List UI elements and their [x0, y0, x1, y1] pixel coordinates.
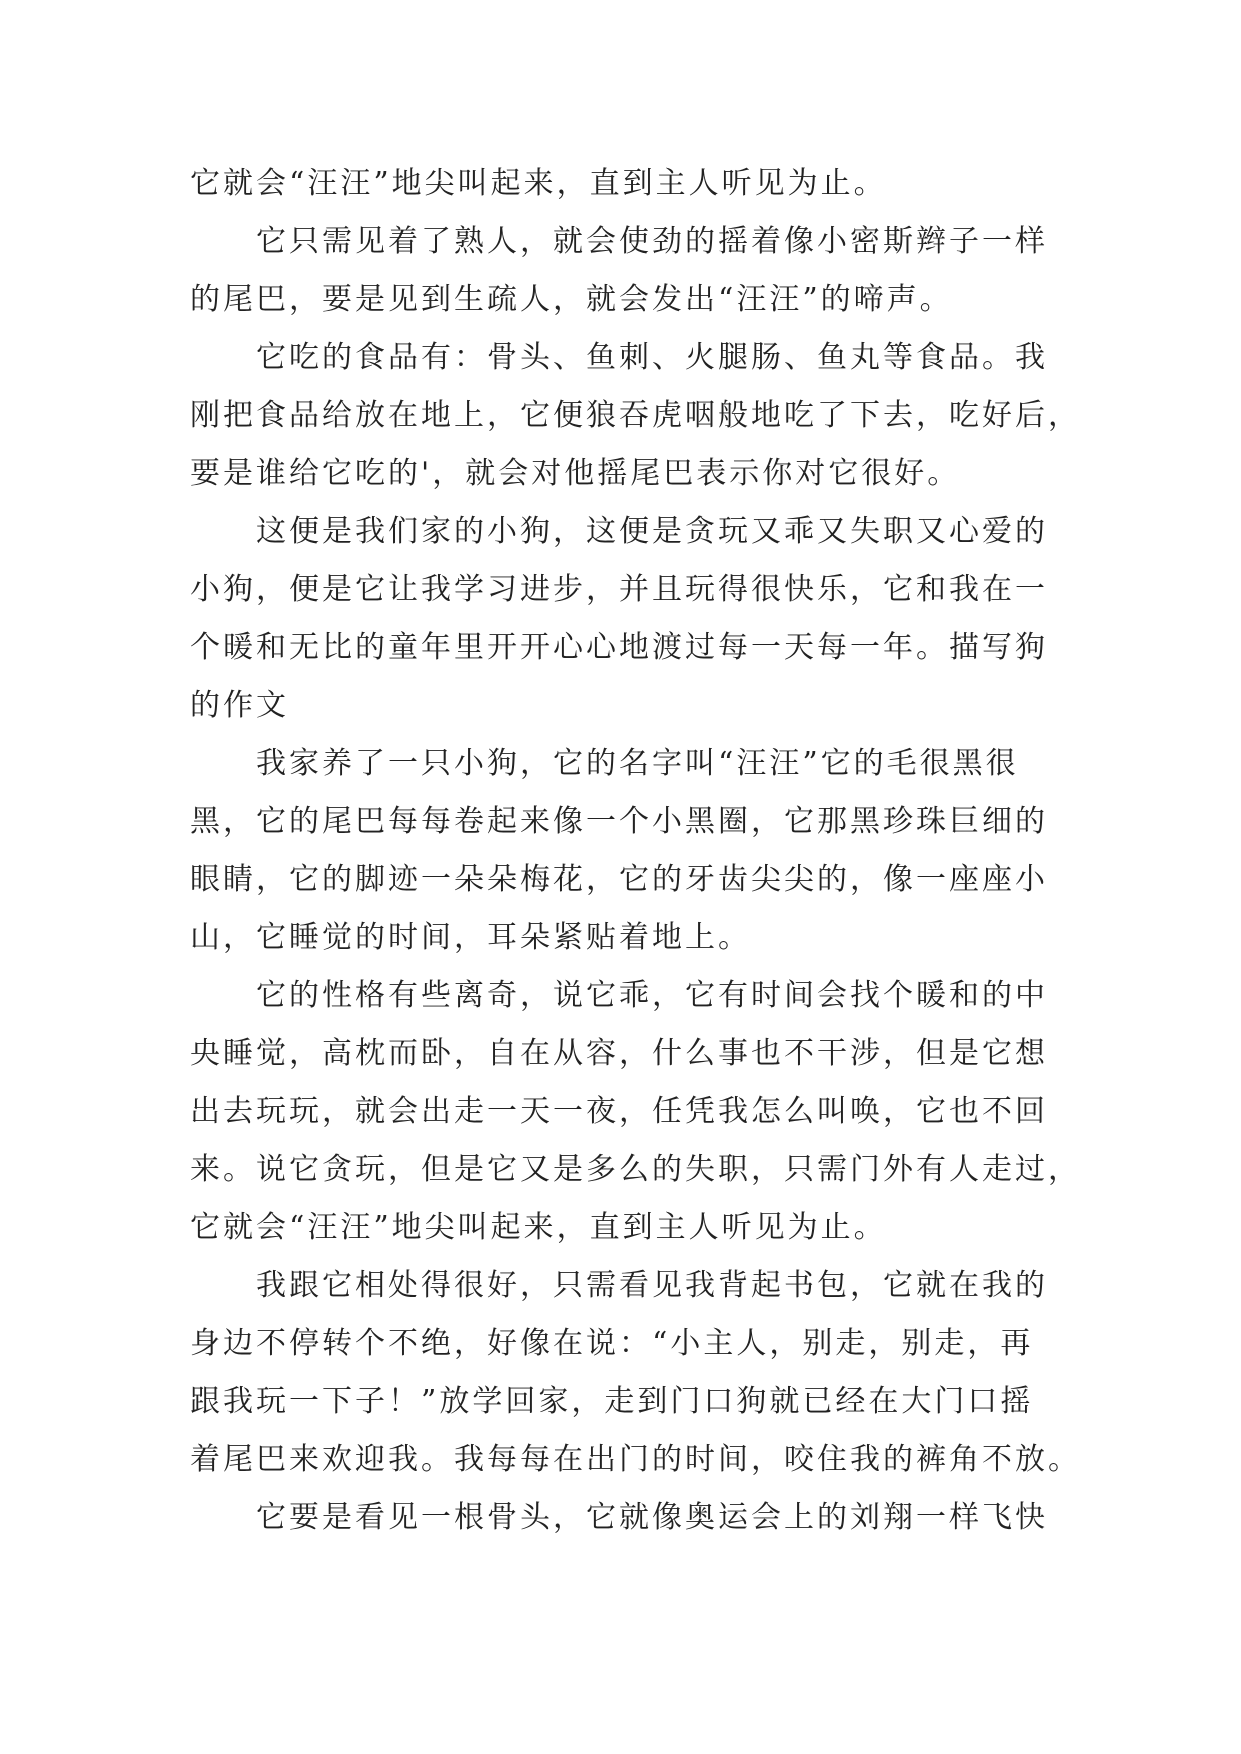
- text-line: 要是谁给它吃的'，就会对他摇尾巴表示你对它很好。: [190, 456, 961, 491]
- text-line: 它只需见着了熟人，就会使劲的摇着像小密斯辫子一样: [256, 224, 1048, 259]
- text-line: 黑，它的尾巴每每卷起来像一个小黑圈，它那黑珍珠巨细的: [190, 804, 1048, 839]
- text-line: 它就会“汪汪”地尖叫起来，直到主人听见为止。: [190, 166, 887, 201]
- text-line: 个暖和无比的童年里开开心心地渡过每一天每一年。描写狗: [190, 630, 1048, 665]
- paragraph: [190, 735, 1050, 967]
- paragraph: [190, 329, 1081, 503]
- paragraph: [190, 213, 1050, 329]
- text-line: 央睡觉，高枕而卧，自在从容，什么事也不干涉，但是它想: [190, 1036, 1048, 1071]
- paragraph: [190, 155, 1050, 213]
- text-line: 它要是看见一根骨头，它就像奥运会上的刘翔一样飞快: [256, 1500, 1048, 1535]
- text-line: 我跟它相处得很好，只需看见我背起书包，它就在我的: [256, 1268, 1048, 1303]
- document-body: [190, 155, 1081, 1547]
- text-line: 来。说它贪玩，但是它又是多么的失职，只需门外有人走过，: [190, 1152, 1081, 1187]
- paragraph: [190, 1257, 1081, 1489]
- text-line: 它就会“汪汪”地尖叫起来，直到主人听见为止。: [190, 1210, 887, 1245]
- text-line: 的作文: [190, 688, 289, 723]
- text-line: 小狗，便是它让我学习进步，并且玩得很快乐，它和我在一: [190, 572, 1048, 607]
- text-line: 它吃的食品有：骨头、鱼刺、火腿肠、鱼丸等食品。我: [256, 340, 1048, 375]
- text-line: 山，它睡觉的时间，耳朵紧贴着地上。: [190, 920, 751, 955]
- paragraph: [190, 967, 1081, 1257]
- text-line: 它的性格有些离奇，说它乖，它有时间会找个暖和的中: [256, 978, 1048, 1013]
- text-line: 出去玩玩，就会出走一天一夜，任凭我怎么叫唤，它也不回: [190, 1094, 1048, 1129]
- text-line: 刚把食品给放在地上，它便狼吞虎咽般地吃了下去，吃好后，: [190, 398, 1081, 433]
- text-line: 身边不停转个不绝，好像在说：“小主人，别走，别走，再: [190, 1326, 1034, 1361]
- text-line: 跟我玩一下子！”放学回家，走到门口狗就已经在大门口摇: [190, 1384, 1034, 1419]
- text-line: 的尾巴，要是见到生疏人，就会发出“汪汪”的啼声。: [190, 282, 953, 317]
- text-line: 这便是我们家的小狗，这便是贪玩又乖又失职又心爱的: [256, 514, 1048, 549]
- text-line: 着尾巴来欢迎我。我每每在出门的时间，咬住我的裤角不放。: [190, 1442, 1081, 1477]
- paragraph: [190, 503, 1050, 735]
- text-line: 眼睛，它的脚迹一朵朵梅花，它的牙齿尖尖的，像一座座小: [190, 862, 1048, 897]
- paragraph: [190, 1489, 1050, 1547]
- text-line: 我家养了一只小狗，它的名字叫“汪汪”它的毛很黑很: [256, 746, 1019, 781]
